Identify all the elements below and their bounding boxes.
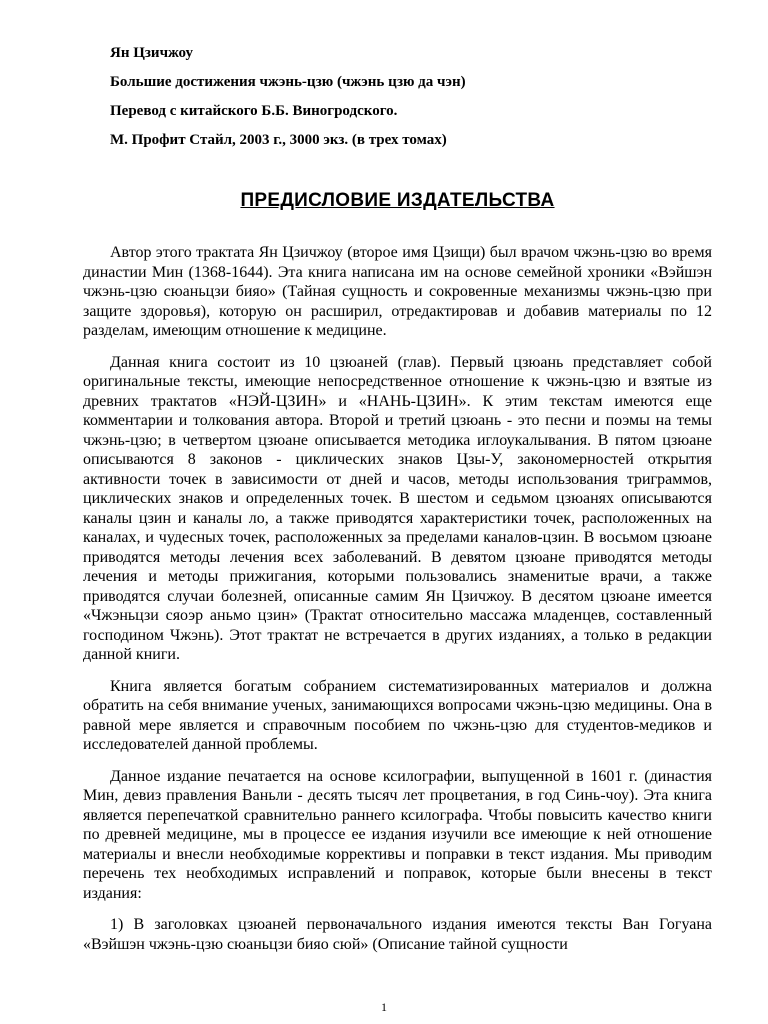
page-number: 1 (381, 1000, 387, 1014)
body-text (83, 243, 712, 954)
translator-line: Перевод с китайского Б.Б. Виногродского. (110, 103, 398, 119)
paragraph-4: Данное издание печатается на основе ксилографии, выпущенной в 1601 г. (династия Мин, девиз правления Ваньли - десять тысяч лет процветания, в год Синь-чоу). Эта книга является перепечаткой сравнительно раннего ксилографа. Чтобы повысить качество книги по древней медицине, мы в процессе ее издания изучили все имеющие к ней отношение материалы и внесли необходимые коррективы и поправки в текст издания. Мы приводим перечень тех необходимых исправлений и поправок, которые были внесены в текст издания: (83, 767, 712, 902)
book-title-line: Большие достижения чжэнь-цзю (чжэнь цзю да чэн) (110, 74, 466, 90)
bibliographic-header (83, 44, 712, 150)
paragraph-1: Автор этого трактата Ян Цзичжоу (второе имя Цзищи) был врачом чжэнь-цзю во время династии Мин (1368-1644). Эта книга написана им на основе семейной хроники «Вэйшэн чжэнь-цзю сюаньцзи бияо» (Тайная сущность и сокровенные механизмы чжэнь-цзю при защите здоровья), которую он расширил, отредактировав и добавив материалы по 12 разделам, имеющим отношение к медицине. (83, 244, 712, 339)
publisher-line: М. Профит Стайл, 2003 г., 3000 экз. (в трех томах) (110, 132, 447, 148)
paragraph-3: Книга является богатым собранием систематизированных материалов и должна обратить на себя внимание ученых, занимающихся вопросами чжэнь-цзю медицины. Она в равной мере является и справочным пособием по чжэнь-цзю для студентов-медиков и исследователей данной проблемы. (83, 677, 712, 753)
section-heading: ПРЕДИСЛОВИЕ ИЗДАТЕЛЬСТВА (240, 190, 555, 211)
paragraph-2: Данная книга состоит из 10 цзюаней (глав). Первый цзюань представляет собой оригинальные тексты, имеющие непосредственное отношение к чжэнь-цзю и взятые из древних трактатов «НЭЙ-ЦЗИН» и «НАНЬ-ЦЗИН». К этим текстам имеются еще комментарии и толкования автора. Второй и третий цзюань - это песни и поэмы на темы чжэнь-цзю; в четвертом цзюане описывается методика иглоукалывания. В пятом цзюане описываются 8 законов - циклических знаков Цзы-У, закономерностей открытия активности точек в зависимости от дней и часов, методы использования триграммов, циклических знаков и определенных точек. В шестом и седьмом цзюанях описываются каналы цзин и каналы ло, а также приводятся характеристики точек, расположенных на каналах, и чудесных точек, расположенных за пределами каналов-цзин. В восьмом цзюане приводятся методы лечения всех заболеваний. В девятом цзюане приводятся методы лечения и методы прижигания, которыми пользовались знаменитые врачи, а также приводятся случаи болезней, описанные самим Ян Цзичжоу. В десятом цзюане имеется «Чжэньцзи сяоэр аньмо цзин» (Трактат относительно массажа младенцев, составленный господином Чжэнь). Этот трактат не встречается в других изданиях, а только в редакции данной книги. (83, 353, 712, 663)
paragraph-5: 1) В заголовках цзюаней первоначального издания имеются тексты Ван Гогуана «Вэйшэн чжэнь-цзю сюаньцзи бияо сюй» (Описание тайной сущности (83, 916, 712, 953)
author-line: Ян Цзичжоу (110, 45, 193, 61)
